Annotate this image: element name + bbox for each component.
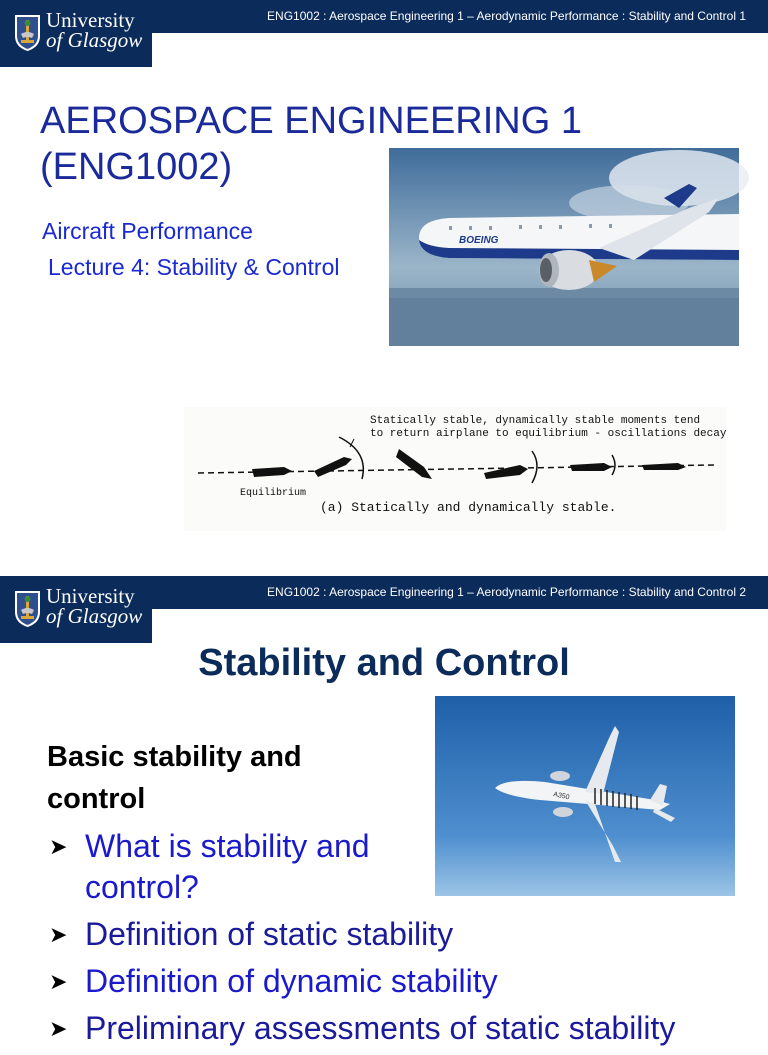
logo-line-1: University: [46, 8, 135, 32]
aircraft-silhouette: [642, 463, 686, 470]
boeing-livery-text: BOEING: [459, 235, 499, 246]
bullet-text: Definition of dynamic stability: [85, 963, 498, 999]
logo-line-2: of Glasgow: [46, 28, 143, 52]
topic-list: [47, 826, 767, 1055]
section-heading: Basic stability and control: [47, 741, 302, 815]
boeing-aircraft-photo: [389, 148, 739, 346]
arrow-bullet-icon: ➤: [49, 834, 68, 859]
bullet-text: What is stability and control?: [85, 828, 370, 905]
logo-wordmark: [46, 10, 142, 50]
course-title-line-2: (ENG1002): [40, 146, 233, 188]
list-item: [47, 826, 405, 908]
slide-title: Stability and Control: [198, 642, 570, 684]
university-logo: [0, 576, 152, 643]
logo-line-1: University: [46, 584, 135, 608]
header-text: ENG1002 : Aerospace Engineering 1 – Aerodynamic Performance : Stability and Control 2: [267, 585, 746, 599]
aircraft-silhouette: [314, 457, 352, 477]
course-title-line-1: AEROSPACE ENGINEERING 1: [40, 100, 582, 142]
aircraft-silhouette: [570, 463, 612, 471]
logo-wordmark: [46, 586, 142, 626]
equilibrium-label: Equilibrium: [240, 488, 307, 499]
diagram-caption-line-2: to return airplane to equilibrium - oscillations decay: [370, 428, 727, 440]
bullet-text: Definition of static stability: [85, 916, 454, 952]
course-subtitle: Aircraft Performance: [42, 218, 253, 244]
list-item: [47, 961, 767, 1002]
crest-icon: [14, 590, 41, 628]
arrow-bullet-icon: ➤: [49, 1016, 68, 1041]
arrow-bullet-icon: ➤: [49, 969, 68, 994]
list-item: [47, 1008, 767, 1049]
list-item: [47, 914, 767, 955]
aircraft-silhouette: [252, 467, 292, 477]
slide-2: [0, 576, 768, 1046]
aircraft-silhouette: [484, 465, 528, 479]
logo-line-2: of Glasgow: [46, 604, 143, 628]
header-text: ENG1002 : Aerospace Engineering 1 – Aerodynamic Performance : Stability and Control 1: [267, 9, 746, 23]
arrow-bullet-icon: ➤: [49, 922, 68, 947]
slide-gap: [0, 550, 768, 576]
aircraft-silhouette: [396, 449, 432, 479]
bullet-text: Preliminary assessments of static stability: [85, 1010, 676, 1046]
lecture-title: Lecture 4: Stability & Control: [48, 254, 340, 280]
stability-diagram: [184, 407, 726, 531]
figure-label: (a) Statically and dynamically stable.: [320, 500, 617, 515]
university-logo: [0, 0, 152, 67]
diagram-caption-line-1: Statically stable, dynamically stable moments tend: [370, 415, 701, 427]
crest-icon: [14, 14, 41, 52]
a350-label: A350: [552, 791, 571, 802]
